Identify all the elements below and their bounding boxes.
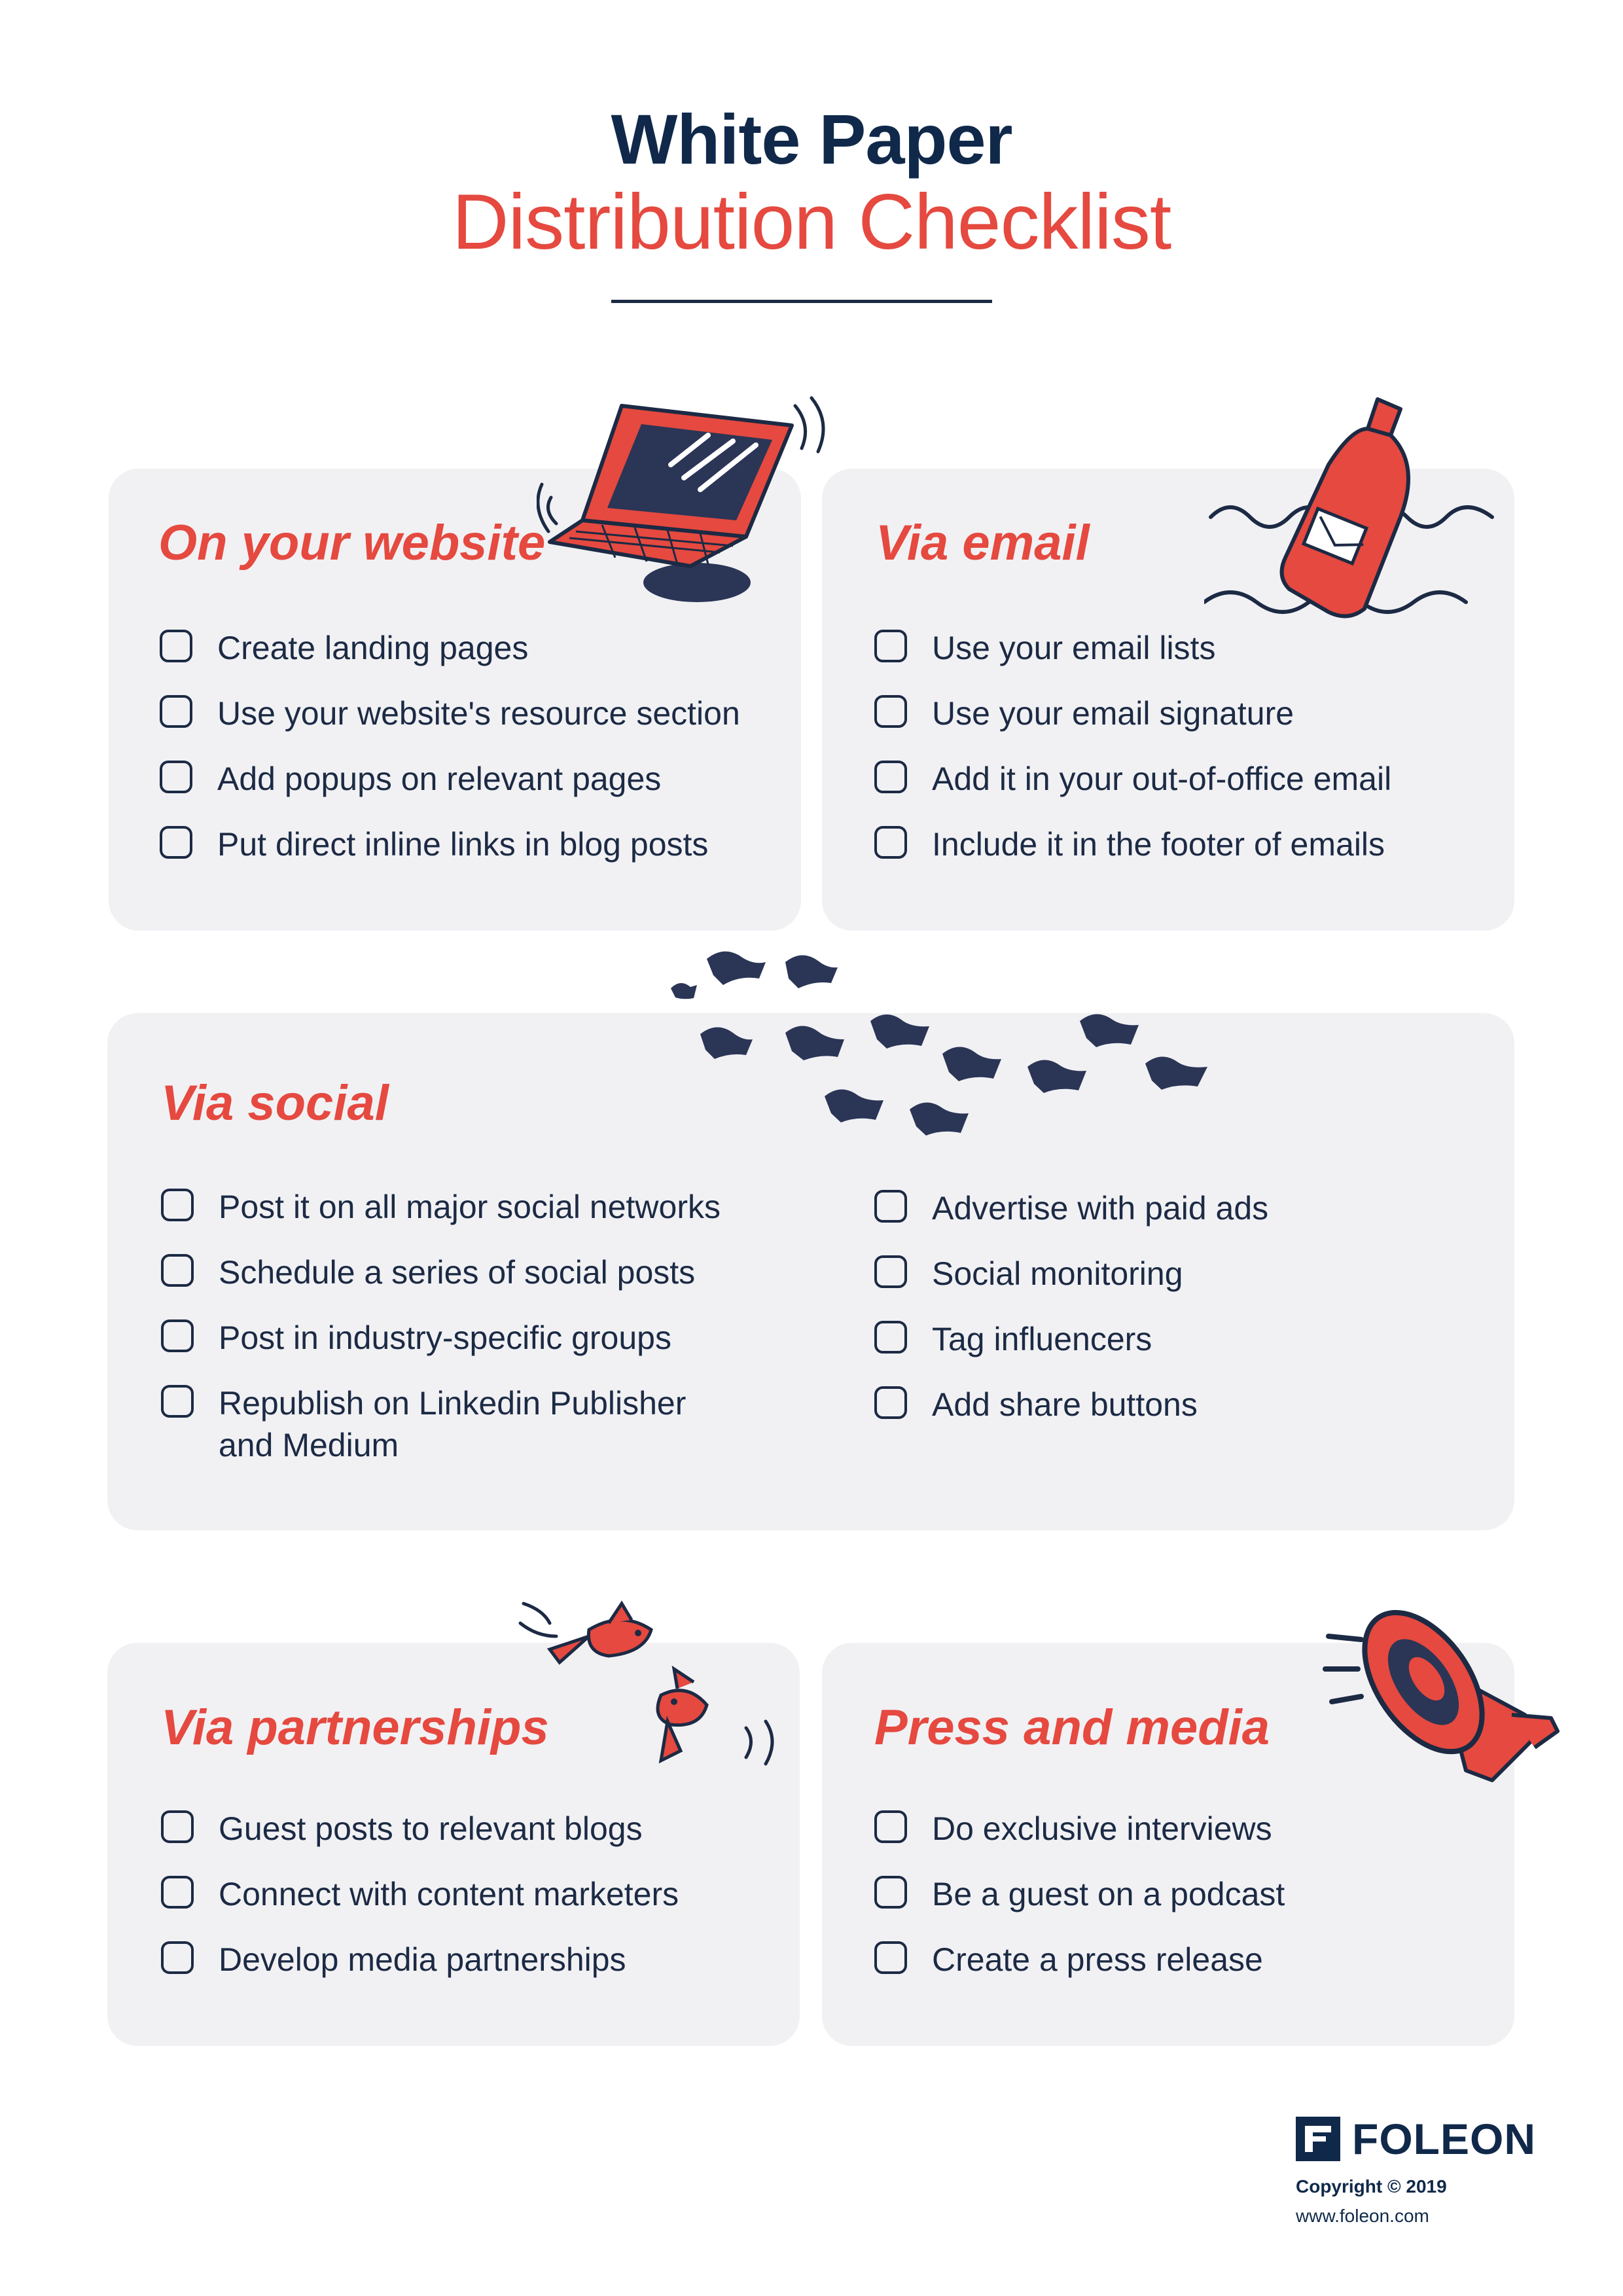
checklist-item-label: Be a guest on a podcast (932, 1876, 1285, 1912)
foleon-logo-icon (1296, 2117, 1340, 2161)
checkbox[interactable] (161, 1385, 194, 1418)
checkbox[interactable] (161, 1319, 194, 1352)
checklist-item-label: Develop media partnerships (219, 1941, 626, 1978)
fish-school-icon (661, 929, 1230, 1165)
checklist-item (161, 1808, 789, 1850)
checklist-item-label: Include it in the footer of emails (932, 826, 1385, 863)
checkbox[interactable] (160, 826, 192, 859)
checkbox[interactable] (874, 1386, 907, 1419)
checklist-item (161, 1186, 750, 1228)
checklist-item-label: Use your email signature (932, 695, 1294, 732)
bottle-message-icon (1204, 393, 1505, 622)
checklist-item-label: Create a press release (932, 1941, 1263, 1978)
checklist-item-label: Advertise with paid ads (932, 1190, 1269, 1227)
checkbox[interactable] (161, 1941, 194, 1974)
checklist-item (874, 823, 1503, 865)
checklist-item-label: Post it on all major social networks (219, 1189, 721, 1225)
checklist-item-label: Guest posts to relevant blogs (219, 1810, 643, 1847)
checklist-item (161, 1251, 750, 1293)
jumping-fish-icon (510, 1584, 785, 1780)
checkbox[interactable] (160, 630, 192, 662)
checklist-item-label: Tag influencers (932, 1321, 1152, 1357)
checklist-item-label: Do exclusive interviews (932, 1810, 1272, 1847)
checkbox[interactable] (874, 630, 907, 662)
checklist-item-label: Add share buttons (932, 1386, 1198, 1423)
checklist-item (160, 692, 788, 734)
brand-logo (1296, 2114, 1536, 2164)
checklist-social-left (161, 1186, 750, 1490)
checklist-item (874, 627, 1503, 669)
website-link[interactable]: www.foleon.com (1296, 2206, 1429, 2226)
checklist-partnerships (161, 1808, 789, 2004)
checklist-item-label: Use your website's resource section (217, 695, 740, 732)
checklist-item-label: Social monitoring (932, 1255, 1183, 1292)
section-title-partnerships: Via partnerships (161, 1700, 549, 1755)
checkbox[interactable] (874, 695, 907, 728)
checklist-email (874, 627, 1503, 889)
checklist-social-right (874, 1187, 1463, 1449)
checklist-item-label: Use your email lists (932, 630, 1216, 666)
checkbox[interactable] (874, 1190, 907, 1223)
checkbox[interactable] (874, 1810, 907, 1843)
laptop-icon (537, 386, 864, 609)
checkbox[interactable] (161, 1876, 194, 1909)
checkbox[interactable] (874, 1941, 907, 1974)
checklist-item-label: Republish on Linkedin Publisher and Medium (219, 1385, 687, 1463)
checklist-item (874, 1253, 1463, 1295)
checklist-item-label: Post in industry-specific groups (219, 1319, 671, 1356)
checklist-item-label: Add it in your out-of-office email (932, 761, 1392, 797)
checklist-website (160, 627, 788, 889)
checklist-item (874, 1939, 1503, 1981)
checkbox[interactable] (874, 1876, 907, 1909)
brand-name: FOLEON (1352, 2115, 1536, 2163)
checkbox[interactable] (874, 1255, 907, 1288)
section-title-social: Via social (161, 1075, 389, 1131)
checklist-item (161, 1382, 703, 1466)
section-title-email: Via email (876, 515, 1090, 571)
checklist-item (160, 758, 788, 800)
checklist-item (161, 1317, 750, 1359)
checklist-item-label: Schedule a series of social posts (219, 1254, 696, 1291)
checkbox[interactable] (160, 761, 192, 793)
checklist-item (161, 1873, 789, 1915)
checkbox[interactable] (874, 761, 907, 793)
page-subtitle: Distribution Checklist (452, 178, 1171, 266)
checklist-item (874, 1384, 1463, 1426)
checkbox[interactable] (161, 1254, 194, 1287)
section-title-press: Press and media (874, 1700, 1270, 1755)
checklist-item (160, 627, 788, 669)
checkbox[interactable] (161, 1810, 194, 1843)
checklist-item (874, 692, 1503, 734)
checklist-press (874, 1808, 1503, 2004)
copyright-text: Copyright © 2019 (1296, 2176, 1447, 2197)
section-title-website: On your website (158, 515, 546, 571)
checklist-item (874, 758, 1503, 800)
checklist-item (874, 1808, 1503, 1850)
title-divider (611, 300, 992, 303)
checklist-item (874, 1318, 1463, 1360)
checklist-item-label: Connect with content marketers (219, 1876, 679, 1912)
checklist-item (874, 1873, 1503, 1915)
page-title: White Paper (611, 99, 1012, 179)
checklist-item-label: Add popups on relevant pages (217, 761, 662, 797)
checkbox[interactable] (161, 1189, 194, 1221)
checkbox[interactable] (874, 1321, 907, 1354)
checklist-item (160, 823, 788, 865)
checklist-item (161, 1939, 789, 1981)
checkbox[interactable] (874, 826, 907, 859)
checkbox[interactable] (160, 695, 192, 728)
checklist-item-label: Create landing pages (217, 630, 529, 666)
checklist-item (874, 1187, 1463, 1229)
checklist-item-label: Put direct inline links in blog posts (217, 826, 709, 863)
megaphone-icon (1315, 1584, 1577, 1793)
